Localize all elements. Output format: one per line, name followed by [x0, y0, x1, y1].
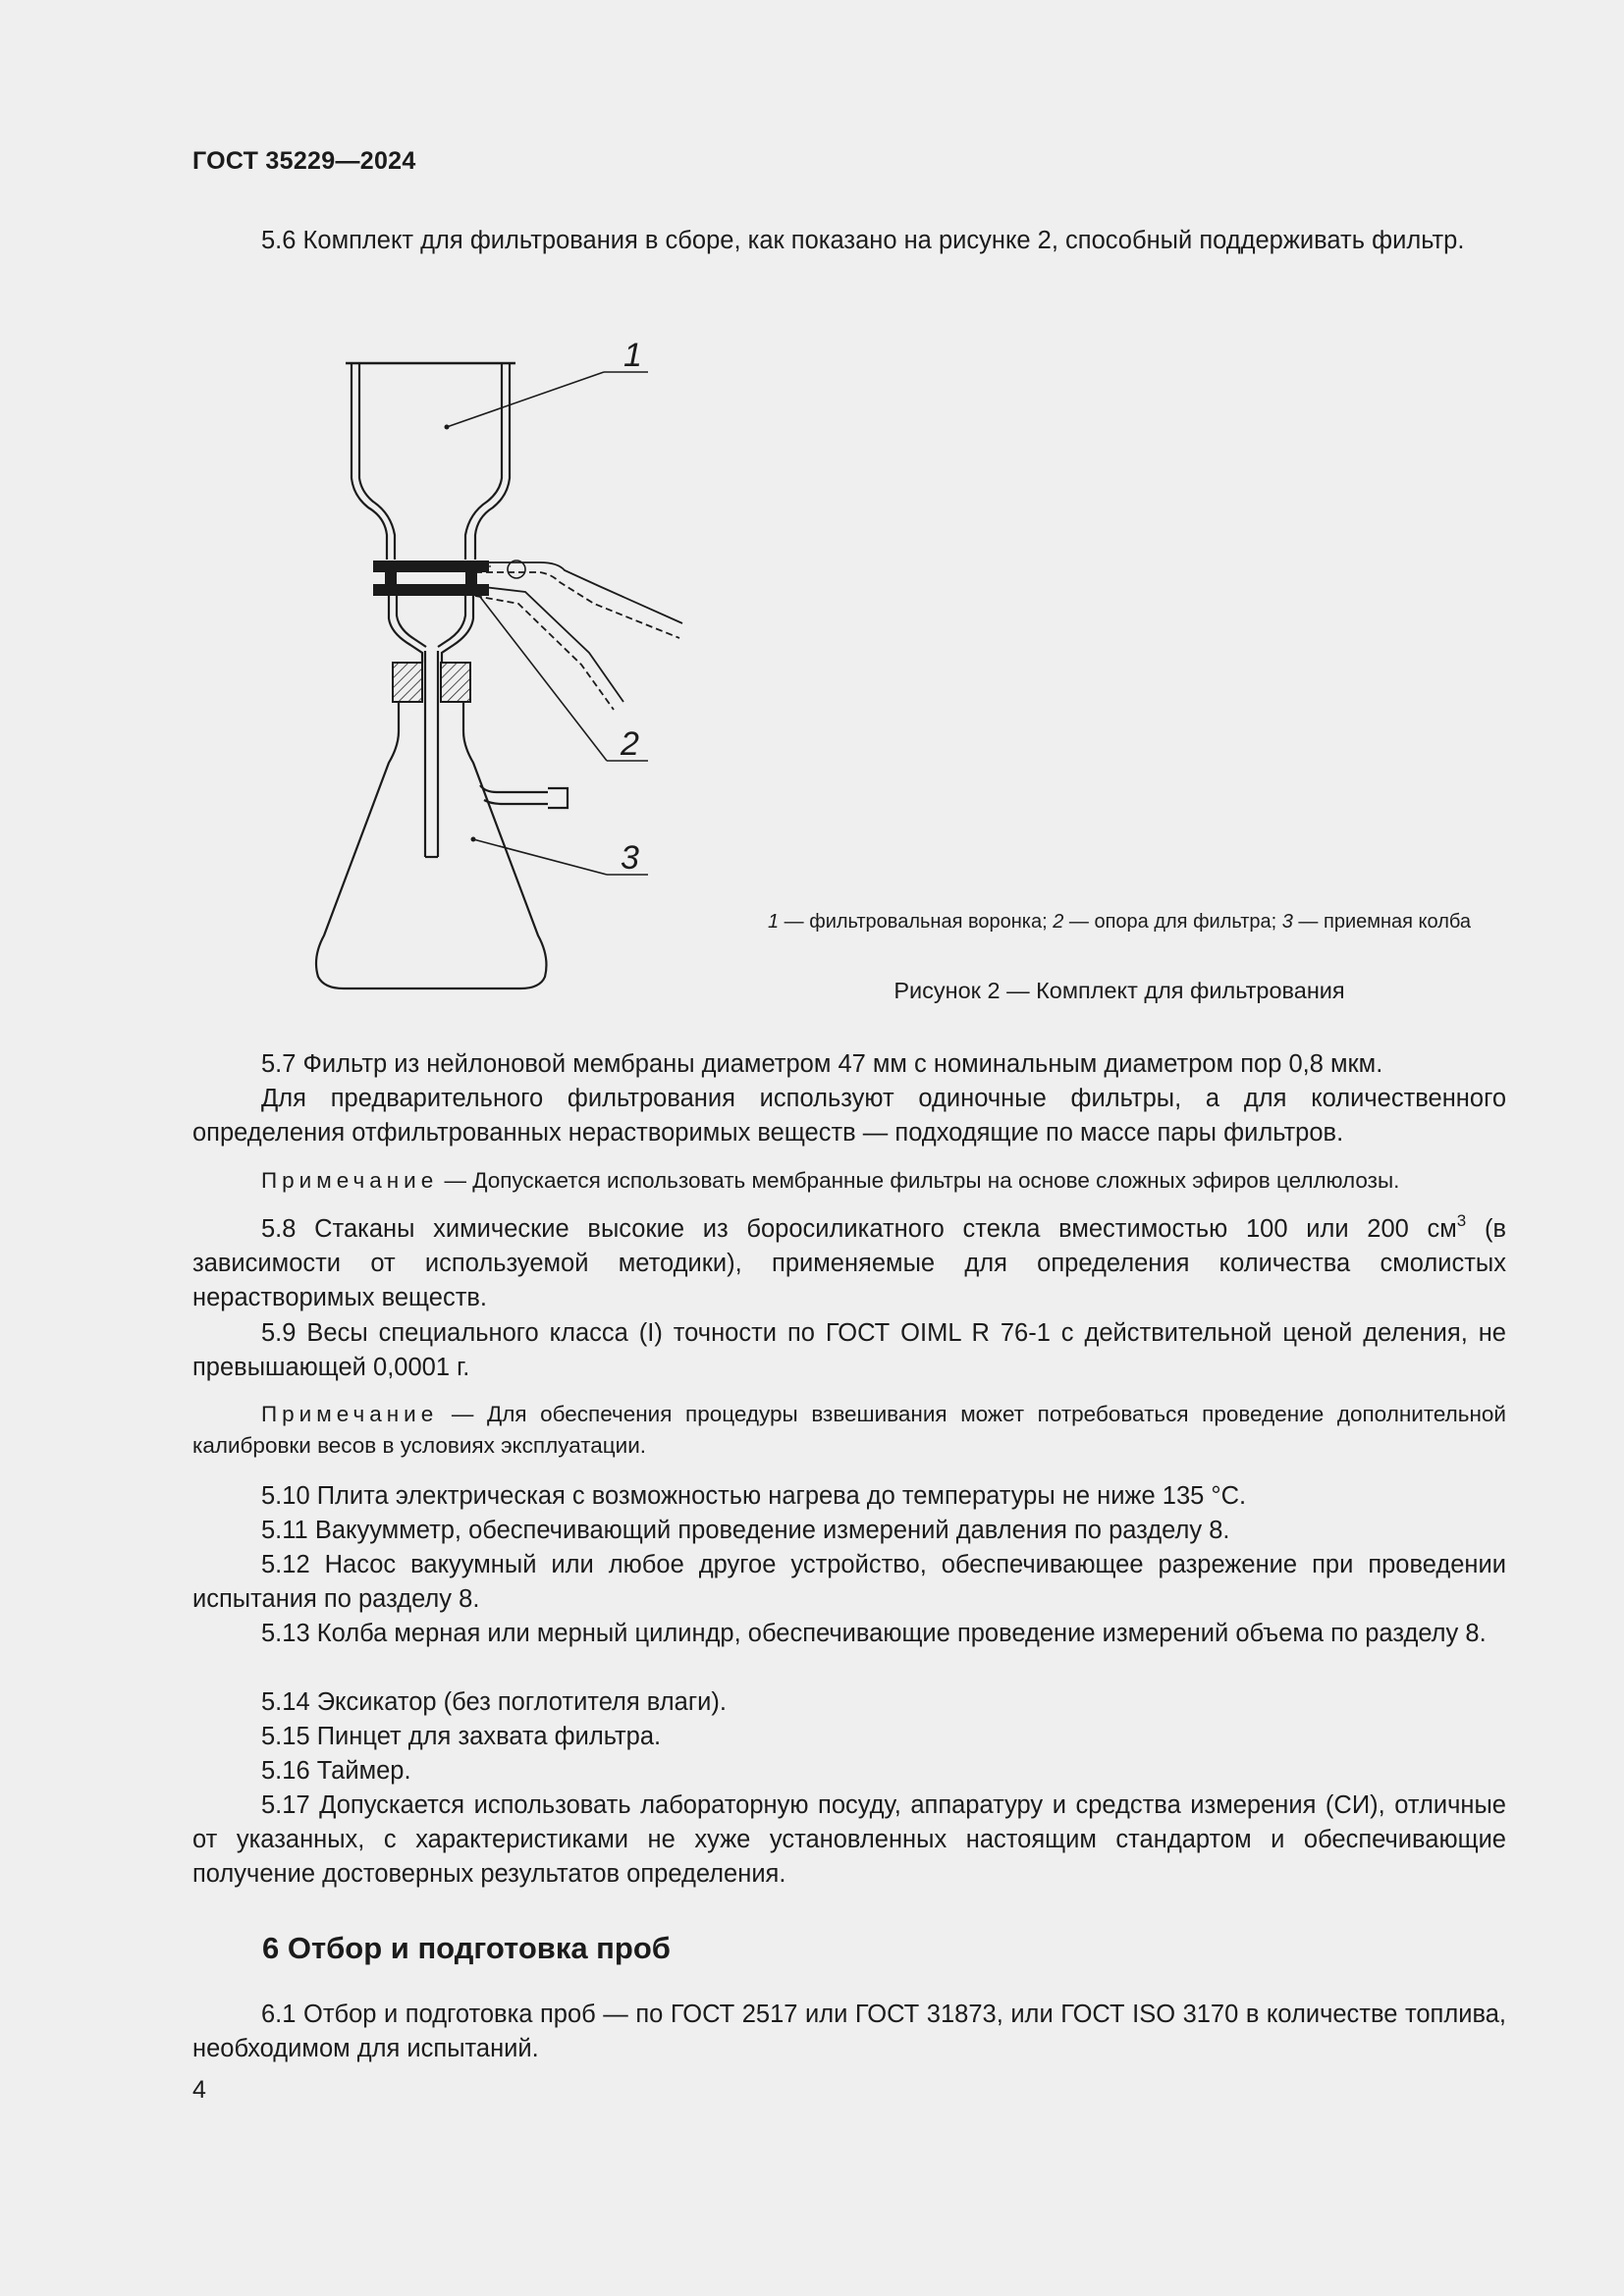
note-label: Примечание	[261, 1402, 439, 1426]
callout-3: 3	[621, 839, 639, 877]
callout-2: 2	[621, 725, 639, 763]
note-1	[192, 1165, 1506, 1197]
paragraph-5-15: 5.15 Пинцет для захвата фильтра.	[261, 1723, 662, 1750]
paragraph-5-17: 5.17 Допускается использовать лабораторную посуду, аппаратуру и средства измерения (СИ), отличные от указанных, с характеристиками не хуже установленных настоящим стандартом и обеспечивающие получение достоверных результатов определения.	[192, 1791, 1506, 1888]
paragraph-6-1: 6.1 Отбор и подготовка проб — по ГОСТ 2517 или ГОСТ 31873, или ГОСТ ISO 3170 в количестве топлива, необходимом для испытаний.	[192, 2001, 1506, 2062]
paragraph-5-8-text: 5.8 Стаканы химические высокие из боросиликатного стекла вместимостью 100 или 200 см	[261, 1215, 1457, 1243]
legend-text-3: — приемная колба	[1292, 911, 1471, 933]
paragraph-5-8-rest: (в зависимости от используемой методики), применяемые для определения количества смолистых нерастворимых веществ.	[192, 1215, 1506, 1311]
note-text: — Допускается использовать мембранные фильтры на основе сложных эфиров целлюлозы.	[438, 1168, 1400, 1193]
paragraph-5-12: 5.12 Насос вакуумный или любое другое устройство, обеспечивающее разрежение при проведении испытания по разделу 8.	[192, 1551, 1506, 1613]
page-number: 4	[192, 2076, 206, 2104]
legend-text-2: — опора для фильтра;	[1063, 911, 1282, 933]
paragraph-5-8	[192, 1212, 1506, 1315]
callout-1: 1	[623, 339, 642, 374]
paragraph-5-13: 5.13 Колба мерная или мерный цилиндр, обеспечивающие проведение измерений объема по разделу 8.	[261, 1620, 1487, 1647]
note-2	[192, 1399, 1506, 1462]
legend-text-1: — фильтровальная воронка;	[779, 911, 1054, 933]
paragraph-5-14: 5.14 Эксикатор (без поглотителя влаги).	[261, 1688, 727, 1716]
legend-num-3: 3	[1281, 911, 1293, 933]
paragraph-5-7: 5.7 Фильтр из нейлоновой мембраны диаметром 47 мм с номинальным диаметром пор 0,8 мкм.	[261, 1050, 1383, 1078]
legend-num-2: 2	[1053, 911, 1064, 933]
legend-num-1: 1	[768, 911, 780, 933]
filtration-kit-figure	[295, 339, 707, 1006]
superscript: 3	[1456, 1210, 1467, 1230]
figure-legend	[746, 908, 1492, 935]
paragraph-5-9: 5.9 Весы специального класса (I) точности по ГОСТ OIML R 76-1 с действительной ценой деления, не превышающей 0,0001 г.	[192, 1319, 1506, 1381]
note-text: — Для обеспечения процедуры взвешивания может потребоваться проведение дополнительной калибровки весов в условиях эксплуатации.	[192, 1402, 1506, 1458]
document-header: ГОСТ 35229—2024	[192, 147, 416, 175]
section-6-title: 6 Отбор и подготовка проб	[262, 1931, 671, 1965]
paragraph-5-10: 5.10 Плита электрическая с возможностью нагрева до температуры не ниже 135 °С.	[261, 1482, 1247, 1510]
paragraph-5-7-b: Для предварительного фильтрования используют одиночные фильтры, а для количественного определения отфильтрованных нерастворимых веществ — подходящие по массе пары фильтров.	[192, 1085, 1506, 1147]
figure-caption: Рисунок 2 — Комплект для фильтрования	[893, 978, 1345, 1003]
paragraph-5-6: 5.6 Комплект для фильтрования в сборе, как показано на рисунке 2, способный поддерживать фильтр.	[261, 227, 1465, 254]
paragraph-5-16: 5.16 Таймер.	[261, 1757, 411, 1785]
paragraph-5-11: 5.11 Вакуумметр, обеспечивающий проведение измерений давления по разделу 8.	[261, 1517, 1230, 1544]
note-label: Примечание	[261, 1168, 439, 1193]
